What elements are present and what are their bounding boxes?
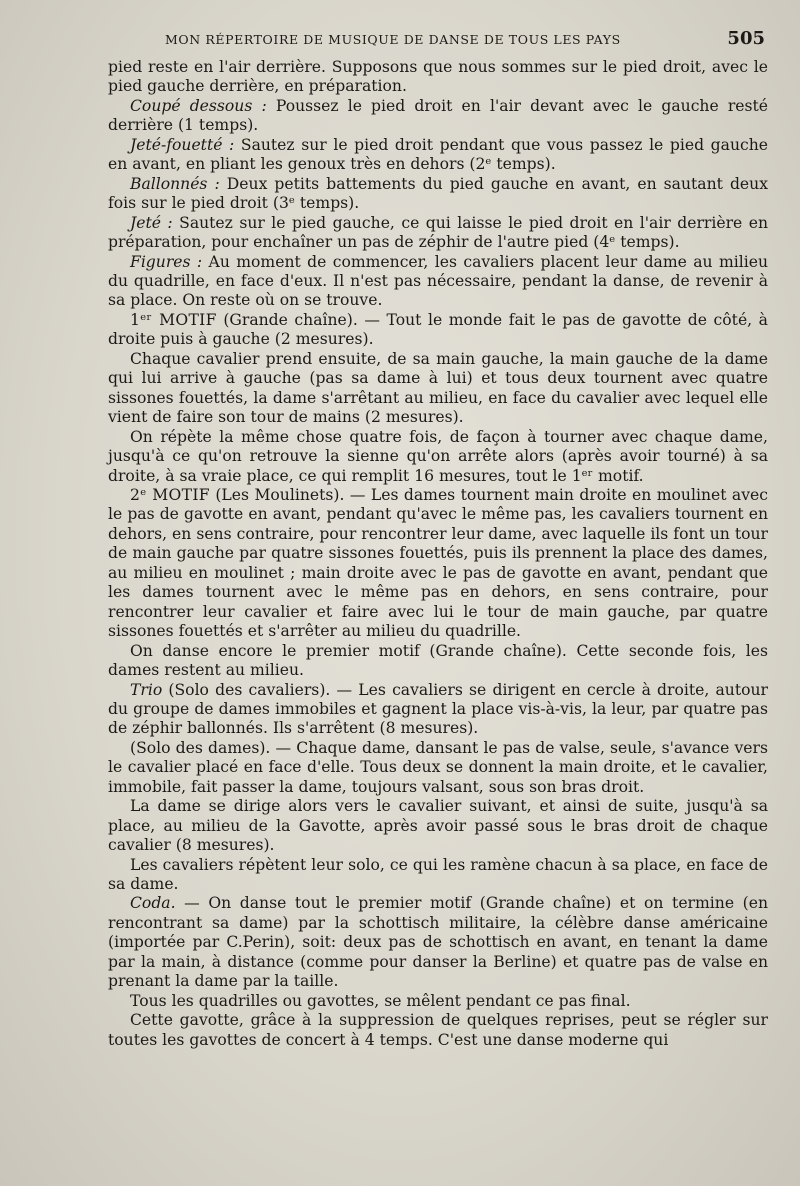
paragraph-text: Les cavaliers répètent leur solo, ce qui les ramène chacun à sa place, en face de sa dame. (108, 855, 768, 894)
paragraph (108, 350, 768, 428)
paragraph-text: (Grande chaîne). — Tout le monde fait le pas de gavotte de côté, à droite puis à gauche (2 mesures). (108, 310, 768, 349)
paragraph (108, 253, 768, 311)
paragraph-label: 1ᵉʳ MOTIF (130, 310, 217, 329)
paragraph-text: Chaque cavalier prend ensuite, de sa main gauche, la main gauche de la dame qui lui arrive à gauche (pas sa dame à lui) et tous deux tournent avec quatre sissones fouettés, la dame s'arrêtant au milieu, en face du cavalier avec lequel elle vient de faire son tour de mains (2 mesures). (108, 349, 768, 427)
paragraph-label: Coupé dessous : (130, 96, 267, 115)
paragraph (108, 1011, 768, 1050)
paragraph-text: Tous les quadrilles ou gavottes, se mêlent pendant ce pas final. (130, 991, 631, 1010)
paragraph (108, 739, 768, 797)
paragraph (108, 856, 768, 895)
paragraph-label: Coda. (130, 894, 176, 913)
paragraph-label: 2ᵉ MOTIF (130, 485, 210, 504)
paragraph-text: Sautez sur le pied droit pendant que vous passez le pied gauche en avant, en pliant les genoux très en dehors (2ᵉ temps). (108, 135, 768, 174)
paragraph-text: Sautez sur le pied gauche, ce qui laisse le pied droit en l'air derrière en préparation, pour enchaîner un pas de zéphir de l'autre pied (4ᵉ temps). (108, 213, 768, 252)
paragraph-text: pied reste en l'air derrière. Supposons que nous sommes sur le pied droit, avec le pied gauche derrière, en préparation. (108, 58, 768, 96)
paragraph-label: Trio (130, 680, 163, 699)
body-text (108, 58, 768, 1050)
paragraph-text: (Solo des dames). — Chaque dame, dansant le pas de valse, seule, s'avance vers le cavalier placé en face d'elle. Tous deux se donnent la main droite, et le cavalier, immobile, fait passer la dame, toujours valsant, sous son bras droit. (108, 738, 768, 796)
running-title: MON RÉPERTOIRE DE MUSIQUE DE DANSE DE TOUS LES PAYS (165, 32, 621, 47)
paragraph (108, 175, 768, 214)
page-number: 505 (727, 28, 765, 49)
paragraph-text: Au moment de commencer, les cavaliers placent leur dame au milieu du quadrille, en face d'eux. Il n'est pas nécessaire, pendant la danse, de revenir à sa place. On reste où on se trouve. (108, 252, 768, 310)
paragraph (108, 642, 768, 681)
paragraph (108, 311, 768, 350)
paragraph-label: Jeté : (130, 213, 173, 232)
paragraph-text: (Solo des cavaliers). — Les cavaliers se dirigent en cercle à droite, autour du groupe de dames immobiles et gagnent la place vis-à-vis, la leur, par quatre pas de zéphir ballonnés. Ils s'arrêtent (8 mesures). (108, 680, 768, 738)
paragraph-text: La dame se dirige alors vers le cavalier suivant, et ainsi de suite, jusqu'à sa place, au milieu de la Gavotte, après avoir passé sous le bras droit de chaque cavalier (8 mesures). (108, 797, 768, 855)
paragraph (108, 136, 768, 175)
paragraph-text: Cette gavotte, grâce à la suppression de quelques reprises, peut se régler sur toutes les gavottes de concert à 4 temps. C'est une danse moderne qui (108, 1011, 768, 1049)
paragraph (108, 894, 768, 991)
paragraph-text: Deux petits battements du pied gauche en avant, en sautant deux fois sur le pied droit (3ᵉ temps). (108, 174, 768, 213)
paragraph-text: (Les Moulinets). — Les dames tournent main droite en moulinet avec le pas de gavotte en avant, pendant qu'avec le même pas, les cavaliers tournent en dehors, en sens contraire, pour rencontrer leur dame, avec laquelle ils font un tour de main gauche par quatre sissones fouettés, puis ils prennent la place des dames, au milieu en moulinet ; main droite avec le pas de gavotte en avant, pendant que les dames tournent avec le même pas en dehors, en sens contraire, pour rencontrer leur cavalier et faire avec lui le tour de main gauche, par quatre sissones fouettés et s'arrêter au milieu du quadrille. (108, 485, 768, 641)
paragraph-text: Poussez le pied droit en l'air devant avec le gauche resté derrière (1 temps). (108, 96, 768, 135)
paragraph (108, 214, 768, 253)
paragraph (108, 97, 768, 136)
paragraph-label: Ballonnés : (130, 174, 220, 193)
paragraph (108, 486, 768, 642)
paragraph (108, 58, 768, 97)
paragraph-label: Figures : (130, 252, 203, 271)
paragraph-text: On répète la même chose quatre fois, de façon à tourner avec chaque dame, jusqu'à ce qu'on retrouve la sienne qu'on arrête alors (après avoir tourné) à sa droite, à sa vraie place, ce qui remplit 16 mesures, tout le 1ᵉʳ motif. (108, 427, 768, 485)
paragraph (108, 428, 768, 486)
paragraph (108, 797, 768, 855)
page-header (165, 28, 765, 54)
paragraph-text: — On danse tout le premier motif (Grande chaîne) et on termine (en rencontrant sa dame) par la schottisch militaire, la célèbre danse américaine (importée par C.Perin), soit: deux pas de schottisch en avant, en tenant la dame par la main, à distance (comme pour danser la Berline) et quatre pas de valse en prenant la dame par la taille. (108, 894, 768, 991)
paragraph-label: Jeté-fouetté : (130, 135, 235, 154)
paragraph (108, 992, 768, 1011)
paragraph (108, 681, 768, 739)
paragraph-text: On danse encore le premier motif (Grande chaîne). Cette seconde fois, les dames restent au milieu. (108, 641, 768, 680)
